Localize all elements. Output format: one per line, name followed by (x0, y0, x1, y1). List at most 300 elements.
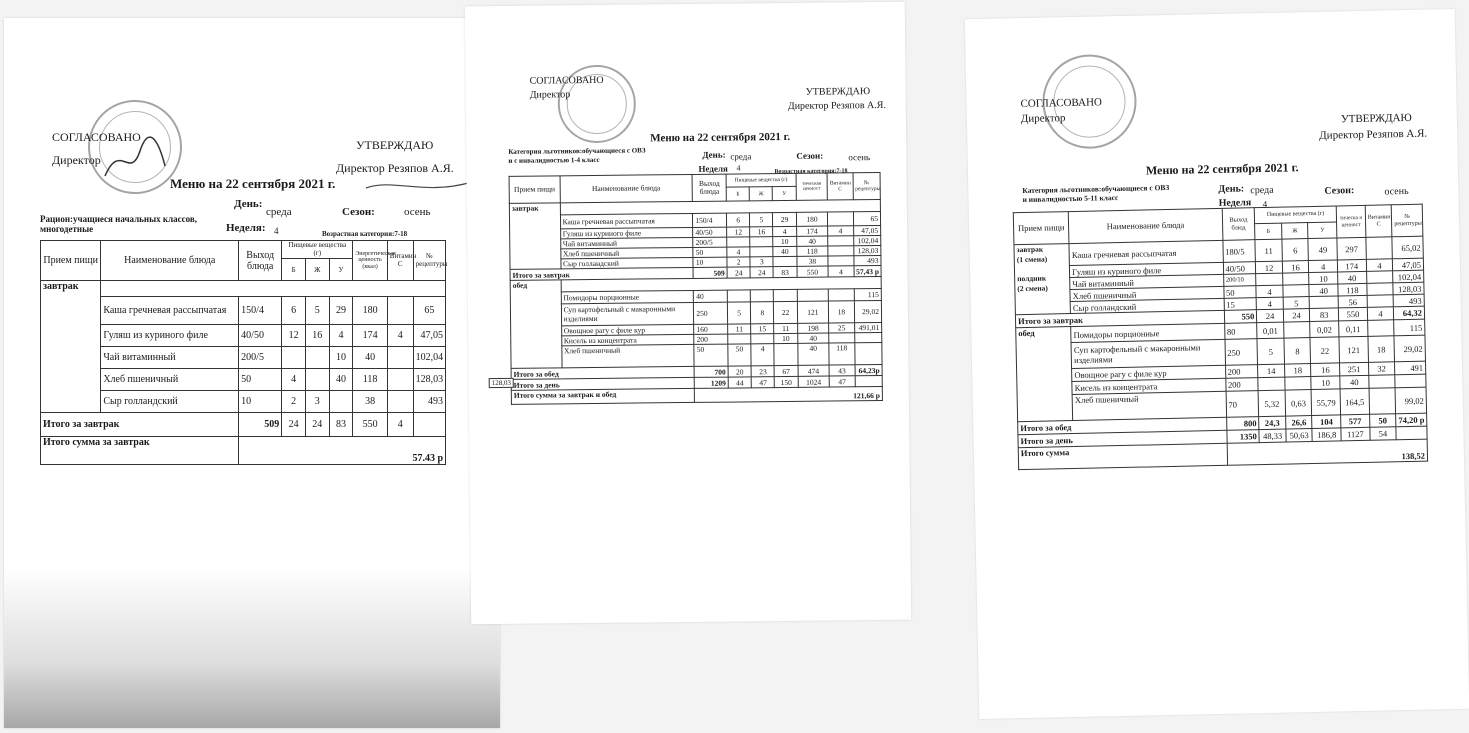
dish-protein: 5,32 (1258, 390, 1285, 417)
dish-carb: 4 (329, 325, 353, 347)
total-kcal: 550 (353, 413, 387, 437)
total-protein: 20 (728, 366, 751, 377)
approve-label: УТВЕРЖДАЮ (356, 138, 434, 152)
total-fat: 24 (305, 413, 329, 437)
agreed-role: Директор (529, 89, 571, 101)
dish-vitc (1367, 320, 1394, 337)
total-fat: 24 (1283, 309, 1310, 323)
dish-recipe: 491,01 (854, 322, 882, 332)
total-lunch-label: Итого за обед (1018, 417, 1227, 434)
dish-fat (305, 347, 329, 369)
dish-name: Кисель из концентрата (561, 334, 694, 345)
header-protein: Б (726, 187, 749, 201)
total-fat: 23 (751, 366, 774, 377)
dish-yield: 50 (239, 369, 282, 391)
dish-yield: 80 (1224, 323, 1257, 340)
approve-role: Директор Резяпов А.Я. (336, 161, 454, 175)
total-sum-label: Итого сумма (1018, 443, 1227, 469)
dish-vitc (828, 256, 853, 266)
dish-protein: 4 (282, 369, 306, 391)
day-label: День: (702, 149, 726, 160)
dish-fat: 16 (305, 325, 329, 347)
day-value: среда (730, 151, 752, 162)
dish-protein: 12 (282, 325, 306, 347)
dish-protein: 5 (727, 302, 750, 324)
dish-vitc (1367, 283, 1394, 296)
section-breakfast: завтрак (41, 281, 101, 413)
dish-carb (1310, 296, 1339, 309)
dish-vitc: 25 (829, 323, 854, 333)
dish-kcal: 180 (353, 297, 387, 325)
total-carb: 67 (774, 365, 797, 376)
total-breakfast-label: Итого за завтрак (1015, 310, 1224, 327)
dish-recipe: 493 (1393, 294, 1424, 307)
approve-label: УТВЕРЖДАЮ (1340, 111, 1412, 126)
dish-kcal: 121 (797, 301, 829, 323)
menu-sheet-ovz-5-11 (965, 9, 1469, 719)
dish-fat (1282, 273, 1309, 286)
dish-protein: 5 (1257, 338, 1284, 365)
header-dish: Наименование блюда (1068, 208, 1222, 243)
header-dish: Наименование блюда (101, 241, 239, 281)
total-protein: 24,3 (1259, 416, 1286, 430)
header-recipe: № рецептуры (413, 241, 445, 281)
dish-name: Овощное рагу с филе кур (561, 324, 694, 335)
dish-carb: 4 (1309, 260, 1338, 273)
total-sum-value: 121,66 р (695, 386, 883, 402)
dish-recipe (854, 342, 882, 364)
season-value: осень (848, 152, 871, 163)
season-label: Сезон: (796, 150, 824, 161)
dish-vitc (1367, 295, 1394, 308)
dish-protein (1258, 377, 1285, 391)
dish-carb: 10 (1309, 272, 1338, 285)
header-meal: Прием пищи (1013, 212, 1069, 245)
dish-name: Сыр голландский (1070, 298, 1224, 313)
dish-vitc: 4 (828, 226, 853, 236)
total-empty (855, 375, 883, 386)
dish-fat (1283, 285, 1310, 298)
week-label: Неделя (698, 163, 728, 174)
dish-kcal: 38 (797, 256, 829, 266)
approve-role: Директор Резяпов А.Я. (1319, 127, 1428, 142)
dish-carb (774, 289, 797, 301)
dish-recipe: 47,05 (413, 325, 445, 347)
dish-vitc: 4 (387, 325, 413, 347)
dish-kcal: 121 (1339, 336, 1368, 363)
dish-recipe: 128,03 (1393, 282, 1424, 295)
dish-name: Гуляш из куриного филе (101, 325, 239, 347)
total-yield: 509 (239, 413, 282, 437)
dish-yield: 200/10 (1223, 274, 1256, 287)
dish-recipe: 29,02 (854, 300, 882, 322)
dish-vitc (829, 333, 854, 343)
header-vitc: Витамин С (827, 173, 853, 200)
total-carb: 186,8 (1312, 428, 1341, 442)
total-kcal: 577 (1341, 414, 1370, 428)
header-carb: У (329, 259, 353, 281)
dish-yield: 50 (1223, 286, 1256, 299)
total-protein: 44 (728, 377, 751, 388)
agreed-role: Директор (1020, 112, 1066, 126)
dish-yield: 150/4 (693, 213, 727, 227)
total-kcal: 550 (1338, 307, 1367, 321)
total-sum-label: Итого сумма за завтрак (41, 437, 239, 465)
dish-name: Каша гречневая рассыпчатая (560, 213, 693, 228)
dish-recipe: 115 (854, 288, 882, 300)
dish-name: Помидоры порционные (1071, 323, 1225, 342)
age-category: Возрастная категория:7-18 (322, 230, 408, 238)
dish-fat: 15 (751, 324, 774, 334)
dish-vitc (387, 297, 413, 325)
dish-carb: 40 (1309, 284, 1338, 297)
total-price: 74,20 р (1396, 413, 1427, 427)
dish-protein: 14 (1258, 364, 1285, 378)
total-sum-value: 57.43 р (239, 437, 446, 465)
dish-fat: 5 (305, 297, 329, 325)
total-fat: 50,63 (1286, 429, 1313, 443)
dish-vitc: 18 (829, 301, 855, 323)
dish-name: Каша гречневая рассыпчатая (1069, 240, 1223, 265)
dish-protein (728, 334, 751, 344)
dish-kcal: 40 (796, 236, 828, 246)
dish-vitc (828, 246, 853, 256)
age-category: Возрастная категория:7-18 (774, 168, 848, 176)
season-label: Сезон: (342, 206, 375, 218)
ration-label: Рацион:учащиеся начальных классов, (40, 214, 197, 224)
dish-carb: 49 (1308, 238, 1337, 261)
dish-kcal: 174 (353, 325, 387, 347)
agreed-label: СОГЛАСОВАНО (1020, 96, 1103, 111)
menu-table (1013, 204, 1428, 471)
total-vitc: 4 (387, 413, 413, 437)
header-carb: У (1308, 222, 1337, 239)
total-breakfast-label: Итого за завтрак (41, 413, 239, 437)
header-yield: Выход блюда (692, 174, 726, 201)
total-protein: 24 (1257, 309, 1284, 323)
dish-name: Сыр голландский (101, 391, 239, 413)
dish-recipe: 47,05 (1393, 258, 1424, 271)
dish-kcal: 174 (796, 226, 828, 236)
category-label: Категория льготников:обучающиеся с ОВЗ (508, 146, 646, 156)
dish-kcal: 40 (353, 347, 387, 369)
section-lunch: обед (510, 280, 561, 369)
dish-carb: 0,02 (1310, 321, 1339, 338)
dish-vitc (1369, 388, 1396, 415)
total-fat: 47 (751, 377, 774, 388)
dish-yield: 50 (693, 247, 727, 257)
total-protein: 24 (727, 267, 750, 278)
season-label: Сезон: (1324, 185, 1355, 197)
total-kcal: 474 (798, 365, 830, 376)
dish-fat (305, 369, 329, 391)
dish-recipe: 29,02 (1394, 335, 1425, 362)
dish-name: Каша гречневая рассыпчатая (101, 297, 239, 325)
section-breakfast: завтрак (509, 203, 560, 270)
header-nutrients: Пищевые вещества (г) (1255, 206, 1337, 224)
day-label: День: (1218, 183, 1245, 195)
dish-yield: 200 (1225, 365, 1258, 379)
dish-carb: 16 (1311, 363, 1340, 377)
dish-kcal: 118 (353, 369, 387, 391)
menu-sheet-ovz-1-4 (465, 2, 911, 625)
dish-fat: 6 (1282, 239, 1309, 262)
dish-recipe: 491 (1395, 361, 1426, 375)
header-energy: тическа я ценност (1336, 205, 1365, 238)
header-fat: Ж (1281, 223, 1308, 240)
header-energy: тическая ценност (796, 173, 828, 200)
total-fat: 24 (750, 267, 773, 278)
dish-name: Овощное рагу с филе кур (1072, 365, 1226, 381)
dish-fat: 8 (1284, 338, 1311, 365)
dish-name: Чай витаминный (1070, 274, 1224, 289)
total-carb: 83 (1310, 308, 1339, 322)
dish-carb: 11 (774, 323, 797, 333)
dish-carb (774, 343, 797, 365)
dish-kcal: 0,11 (1339, 320, 1368, 337)
dish-name: Чай витаминный (101, 347, 239, 369)
dish-yield: 200 (1225, 378, 1258, 392)
dish-kcal: 40 (1338, 271, 1367, 284)
dish-kcal: 198 (797, 323, 829, 333)
total-fat: 26,6 (1285, 416, 1312, 430)
dish-kcal: 164,5 (1340, 388, 1369, 415)
total-sum-label: Итого сумма за завтрак и обед (511, 388, 694, 404)
dish-yield: 200 (694, 334, 728, 344)
total-yield: 509 (693, 267, 727, 278)
total-yield: 1350 (1226, 430, 1259, 444)
dish-fat: 16 (1282, 261, 1309, 274)
category-label-2: и с инвалидностью 1-4 класс (508, 155, 600, 165)
header-meal: Прием пищи (509, 176, 560, 204)
section-snack-label: полдник (1017, 273, 1047, 284)
header-recipe: № рецептуры (853, 172, 881, 199)
total-yield: 700 (694, 366, 728, 377)
dish-yield: 10 (239, 391, 282, 413)
total-kcal: 1024 (798, 376, 830, 387)
dish-vitc (828, 236, 853, 246)
total-breakfast-label: Итого за завтрак (510, 267, 693, 280)
dish-name: Хлеб пшеничный (560, 247, 693, 258)
dish-name: Хлеб пшеничный (1072, 391, 1226, 420)
dish-yield: 250 (694, 302, 728, 324)
total-yield: 550 (1224, 310, 1257, 324)
dish-fat (750, 237, 773, 247)
dish-vitc: 118 (829, 343, 855, 365)
dish-recipe: 47,05 (853, 225, 881, 235)
approve-label: УТВЕРЖДАЮ (805, 86, 871, 98)
dish-vitc (387, 347, 413, 369)
dish-fat: 3 (305, 391, 329, 413)
dish-kcal: 40 (1340, 375, 1369, 389)
dish-vitc (1366, 271, 1393, 284)
dish-fat (1285, 377, 1312, 391)
dish-vitc (387, 391, 413, 413)
dish-yield: 40/50 (1223, 262, 1256, 275)
scan-shadow (4, 568, 500, 728)
approver-signature (364, 168, 474, 198)
dish-name: Помидоры порционные (561, 290, 694, 303)
header-recipe: № рецептуры (1391, 204, 1422, 237)
dish-fat: 18 (1284, 364, 1311, 378)
total-sum-value: 138,52 (1227, 439, 1428, 465)
section-breakfast-label: завтрак (1016, 244, 1044, 255)
dish-recipe: 102,04 (853, 235, 881, 245)
total-carb: 83 (329, 413, 353, 437)
dish-vitc (1366, 237, 1393, 260)
dish-recipe: 102,04 (1393, 270, 1424, 283)
dish-kcal: 297 (1337, 237, 1366, 260)
dish-kcal: 40 (797, 333, 829, 343)
dish-vitc: 18 (1368, 336, 1395, 363)
total-kcal: 1127 (1341, 427, 1370, 441)
total-price: 64,23р (855, 364, 883, 375)
total-vitc: 47 (829, 376, 854, 387)
dish-yield: 150/4 (239, 297, 282, 325)
total-yield: 800 (1226, 417, 1259, 431)
header-dish: Наименование блюда (560, 174, 693, 202)
week-label: Неделя: (226, 222, 266, 234)
dish-fat: 0,63 (1285, 390, 1312, 417)
week-value: 4 (736, 163, 741, 173)
dish-fat (751, 290, 774, 302)
dish-yield: 40/50 (693, 227, 727, 237)
dish-carb: 22 (774, 301, 797, 323)
dish-kcal: 118 (1338, 283, 1367, 296)
week-value: 4 (1262, 198, 1268, 210)
dish-protein (1256, 273, 1283, 286)
category-label: Категория льготников:обучающиеся с ОВЗ (1022, 182, 1170, 196)
header-meal: Прием пищи (41, 241, 101, 281)
dish-protein (727, 290, 750, 302)
total-lunch-label: Итого за обед (511, 366, 694, 379)
dish-name: Сыр голландский (561, 257, 694, 268)
dish-carb: 40 (773, 246, 796, 256)
menu-table (509, 172, 883, 405)
dish-recipe: 493 (413, 391, 445, 413)
dish-vitc (828, 289, 853, 301)
dish-protein: 4 (727, 247, 750, 257)
dish-yield: 180/5 (1222, 240, 1255, 263)
dish-recipe: 128,03 (413, 369, 445, 391)
approve-role: Директор Резяпов А.Я. (787, 99, 886, 112)
ration-label-2: многодетные (40, 224, 94, 234)
section-lunch: обед (1016, 327, 1073, 422)
dish-recipe: 65 (853, 211, 881, 225)
dish-name: Суп картофельный с макаронными изделиями (561, 302, 694, 325)
dish-protein: 6 (282, 297, 306, 325)
section-breakfast-shift: (1 смена) (1016, 254, 1048, 264)
dish-kcal: 40 (797, 343, 829, 365)
dish-yield: 15 (1224, 298, 1257, 311)
week-value: 4 (274, 226, 279, 236)
dish-vitc: 4 (1366, 259, 1393, 272)
header-yield: Выход блюда (239, 241, 282, 281)
dish-recipe: 65 (413, 297, 445, 325)
total-day-label: Итого за день (511, 377, 694, 390)
dish-yield: 200/5 (693, 237, 727, 247)
dish-name: Суп картофельный с макаронными изделиями (1071, 339, 1225, 368)
dish-fat: 4 (751, 344, 774, 366)
dish-name: Кисель из концентрата (1072, 378, 1226, 394)
dish-yield: 10 (693, 257, 727, 267)
dish-carb: 10 (329, 347, 353, 369)
dish-protein: 11 (728, 324, 751, 334)
dish-carb (329, 391, 353, 413)
section-snack-shift: (2 смена) (1017, 283, 1048, 294)
dish-name: Хлеб пшеничный (1070, 286, 1224, 301)
dish-recipe: 128,03 (853, 245, 881, 255)
dish-fat (750, 247, 773, 257)
total-protein: 48,33 (1259, 429, 1286, 443)
agreed-label: СОГЛАСОВАНО (52, 130, 141, 144)
dish-protein: 4 (1256, 297, 1283, 310)
total-vitc: 54 (1370, 427, 1397, 441)
total-price: 64,32 (1394, 306, 1425, 320)
dish-carb: 29 (329, 297, 353, 325)
total-kcal: 550 (797, 266, 829, 277)
dish-vitc (387, 369, 413, 391)
dish-name: Хлеб пшеничный (561, 344, 694, 367)
dish-carb: 4 (773, 226, 796, 236)
dish-yield: 70 (1226, 391, 1259, 418)
dish-recipe: 65,02 (1392, 236, 1423, 259)
dish-kcal: 56 (1338, 295, 1367, 308)
dish-recipe: 102,04 (413, 347, 445, 369)
day-value: среда (266, 206, 292, 218)
menu-sheet-primary (4, 18, 500, 728)
dish-fat: 8 (751, 302, 774, 324)
dish-recipe: 99,02 (1395, 387, 1426, 414)
dish-yield: 40 (694, 290, 728, 302)
category-label-2: и инвалидностью 5-11 класс (1022, 193, 1119, 205)
total-carb: 83 (773, 266, 796, 277)
total-yield: 1209 (695, 377, 729, 388)
dish-kcal: 118 (796, 246, 828, 256)
total-vitc: 4 (1367, 307, 1394, 321)
day-value: среда (1250, 184, 1274, 197)
total-empty (1396, 426, 1427, 440)
dish-protein (282, 347, 306, 369)
dish-kcal: 174 (1337, 259, 1366, 272)
header-yield: Выход блюд (1222, 208, 1255, 241)
dish-protein: 12 (727, 227, 750, 237)
dish-vitc (828, 212, 853, 226)
season-value: осень (404, 206, 431, 218)
total-price: 57,43 р (854, 265, 882, 276)
total-carb: 150 (775, 376, 798, 387)
spacer-row (101, 281, 446, 297)
dish-fat: 16 (750, 227, 773, 237)
dish-kcal: 251 (1340, 362, 1369, 376)
dish-carb: 10 (774, 333, 797, 343)
header-energy: Энергетическая ценность (ккал) (353, 241, 387, 281)
header-protein: Б (1255, 223, 1282, 240)
dish-recipe: 115 (1394, 319, 1425, 336)
dish-protein: 2 (727, 257, 750, 267)
week-label: Неделя (1218, 197, 1252, 209)
dish-kcal: 180 (796, 212, 828, 226)
total-empty (413, 413, 445, 437)
total-protein: 24 (282, 413, 306, 437)
total-vitc: 50 (1369, 414, 1396, 428)
dish-carb: 22 (1310, 337, 1339, 364)
dish-name: Гуляш из куриного филе (1070, 262, 1224, 277)
dish-recipe: 493 (853, 255, 881, 265)
dish-yield: 40/50 (239, 325, 282, 347)
menu-title: Меню на 22 сентября 2021 г. (170, 176, 336, 191)
header-protein: Б (282, 259, 306, 281)
